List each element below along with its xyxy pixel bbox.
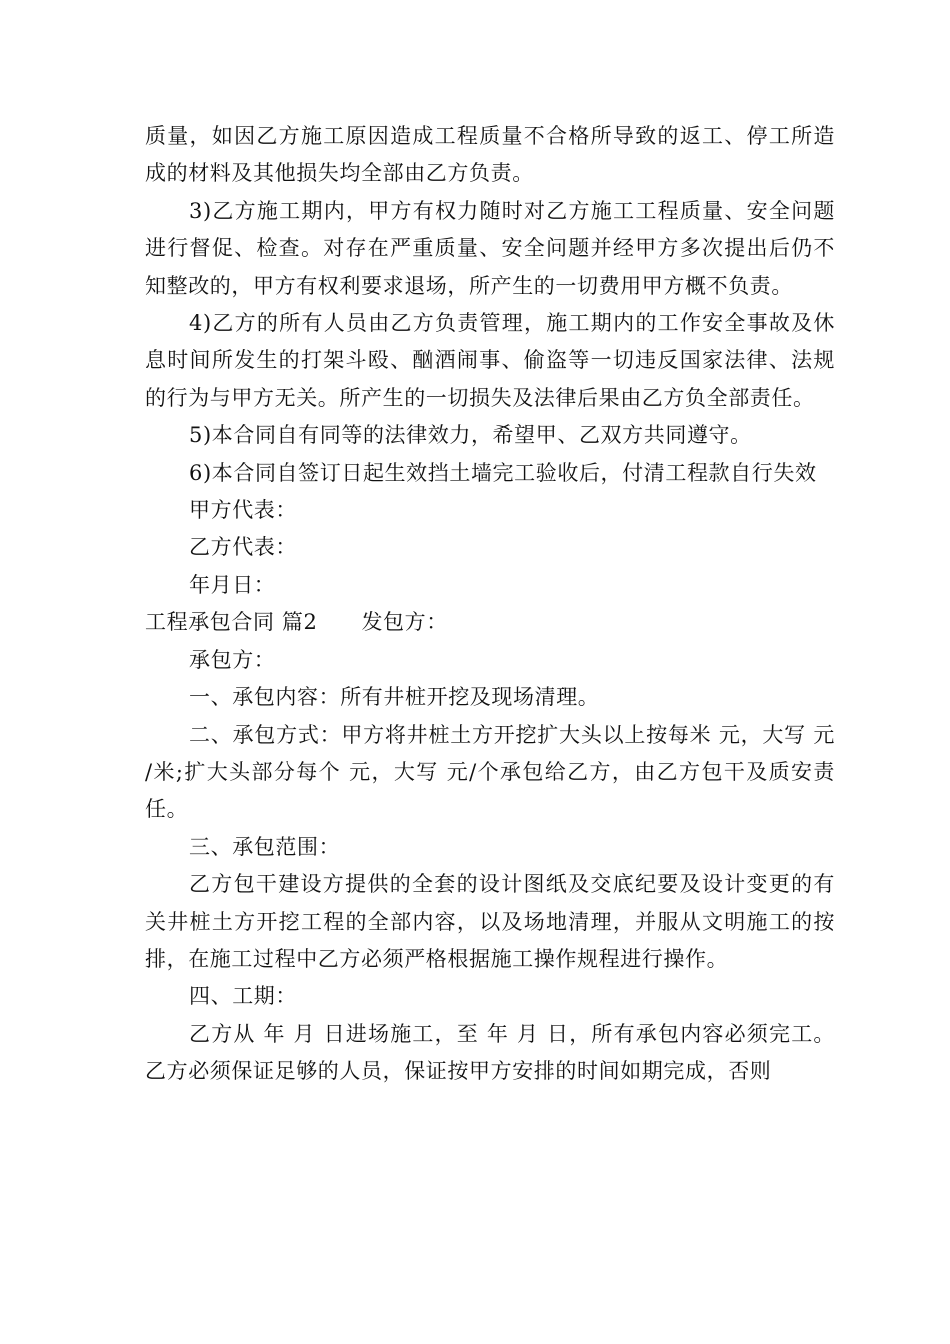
section-schedule-heading: 四、工期： — [189, 984, 297, 1009]
paragraph-clause-4: 4)乙方的所有人员由乙方负责管理，施工期内的工作安全事故及休息时间所发生的打架斗殴、酗酒闹事、偷盗等一切违反国家法律、法规的行为与甲方无关。所产生的一切损失及法律后果由乙方负全部责任。 — [145, 311, 835, 410]
section-scope-body: 乙方包干建设方提供的全套的设计图纸及交底纪要及设计变更的有关井桩土方开挖工程的全部内容，以及场地清理，并服从文明施工的按排，在施工过程中乙方必须严格根据施工操作规程进行操作。 — [145, 872, 835, 971]
paragraph-quality-liability: 质量，如因乙方施工原因造成工程质量不合格所导致的返工、停工所造成的材料及其他损失均全部由乙方负责。 — [145, 124, 835, 186]
party-b-representative: 乙方代表： — [189, 535, 297, 560]
contract-title: 工程承包合同 篇2 — [145, 610, 318, 635]
section-scope-heading: 三、承包范围： — [189, 834, 341, 859]
signing-date: 年月日： — [189, 572, 276, 597]
document-body — [145, 118, 835, 1091]
section-scope-content: 一、承包内容：所有井桩开挖及现场清理。 — [189, 685, 600, 710]
paragraph-clause-5: 5)本合同自有同等的法律效力，希望甲、乙双方共同遵守。 — [189, 423, 752, 448]
section-contract-method: 二、承包方式：甲方将井桩土方开挖扩大头以上按每米 元，大写 元 /米;扩大头部分每个 元，大写 元/个承包给乙方，由乙方包干及质安责任。 — [145, 722, 835, 822]
paragraph-clause-3: 3)乙方施工期内，甲方有权力随时对乙方施工工程质量、安全问题进行督促、检查。对存在严重质量、安全问题并经甲方多次提出后仍不知整改的，甲方有权利要求退场，所产生的一切费用甲方概不负责。 — [145, 198, 835, 298]
party-a-representative: 甲方代表： — [189, 498, 297, 523]
contract-heading — [145, 604, 835, 641]
section-schedule-body: 乙方从 年 月 日进场施工，至 年 月 日，所有承包内容必须完工。乙方必须保证足够的人员，保证按甲方安排的时间如期完成，否则 — [145, 1021, 835, 1084]
contractor-label: 发包方： — [361, 610, 448, 635]
paragraph-clause-6: 6)本合同自签订日起生效挡土墙完工验收后，付清工程款自行失效 — [189, 460, 817, 485]
subcontractor-label: 承包方： — [189, 647, 276, 672]
